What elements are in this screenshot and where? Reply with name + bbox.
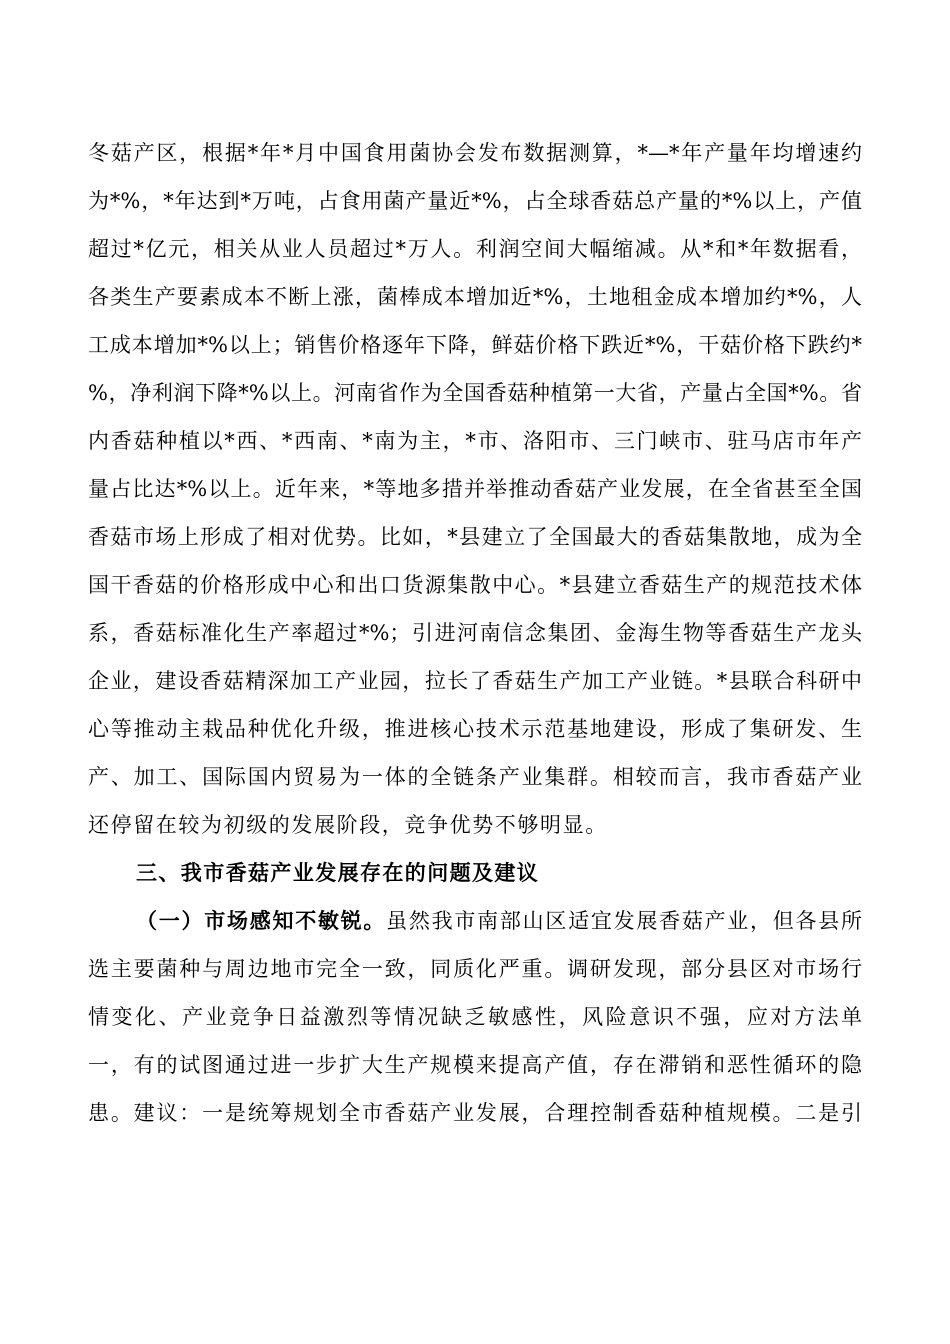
- paragraph-line: 国干香菇的价格形成中心和出口货源集散中心。*县建立香菇生产的规范技术体: [88, 573, 862, 597]
- paragraph-line: [136, 908, 862, 934]
- paragraph-line: 企业，建设香菇精深加工产业园，拉长了香菇生产加工产业链。*县联合科研中: [88, 669, 862, 693]
- paragraph-line: 产、加工、国际国内贸易为一体的全链条产业集群。相较而言，我市香菇产业: [88, 765, 862, 789]
- paragraph-line: 为*%，*年达到*万吨，占食用菌产量近*%，占全球香菇总产量的*%以上，产值: [88, 189, 862, 213]
- section-heading: 三、我市香菇产业发展存在的问题及建议: [136, 861, 540, 885]
- paragraph-line: 心等推动主栽品种优化升级，推进核心技术示范基地建设，形成了集研发、生: [88, 717, 862, 741]
- paragraph-line: 超过*亿元，相关从业人员超过*万人。利润空间大幅缩减。从*和*年数据看，: [88, 237, 862, 261]
- paragraph-line: 各类生产要素成本不断上涨，菌棒成本增加近*%，土地租金成本增加约*%，人: [88, 285, 862, 309]
- paragraph-lead: （一）市场感知不敏锐。: [136, 909, 387, 933]
- paragraph-line: 选主要菌种与周边地市完全一致，同质化严重。调研发现，部分县区对市场行: [88, 957, 862, 981]
- paragraph-line: 还停留在较为初级的发展阶段，竞争优势不够明显。: [88, 813, 608, 837]
- paragraph-line: 香菇市场上形成了相对优势。比如，*县建立了全国最大的香菇集散地，成为全: [88, 525, 862, 549]
- paragraph-line: 系，香菇标准化生产率超过*%；引进河南信念集团、金海生物等香菇生产龙头: [88, 621, 862, 645]
- paragraph-line: 工成本增加*%以上；销售价格逐年下降，鲜菇价格下跌近*%，干菇价格下跌约*: [88, 333, 862, 357]
- paragraph-line: 量占比达*%以上。近年来，*等地多措并举推动香菇产业发展，在全省甚至全国: [88, 477, 862, 501]
- paragraph-line: %，净利润下降*%以上。河南省作为全国香菇种植第一大省，产量占全国*%。省: [88, 381, 862, 405]
- paragraph-line: 内香菇种植以*西、*西南、*南为主，*市、洛阳市、三门峡市、驻马店市年产: [88, 429, 862, 453]
- paragraph-line: 患。建议：一是统筹规划全市香菇产业发展，合理控制香菇种植规模。二是引: [88, 1101, 862, 1125]
- paragraph-line: 冬菇产区，根据*年*月中国食用菌协会发布数据测算，*—*年产量年均增速约: [88, 141, 862, 165]
- paragraph-line: 一，有的试图通过进一步扩大生产规模来提高产值，存在滞销和恶性循环的隐: [88, 1053, 862, 1077]
- paragraph-line: 情变化、产业竞争日益激烈等情况缺乏敏感性，风险意识不强，应对方法单: [88, 1005, 862, 1029]
- paragraph-text: 虽然我市南部山区适宜发展香菇产业，但各县所: [386, 909, 863, 933]
